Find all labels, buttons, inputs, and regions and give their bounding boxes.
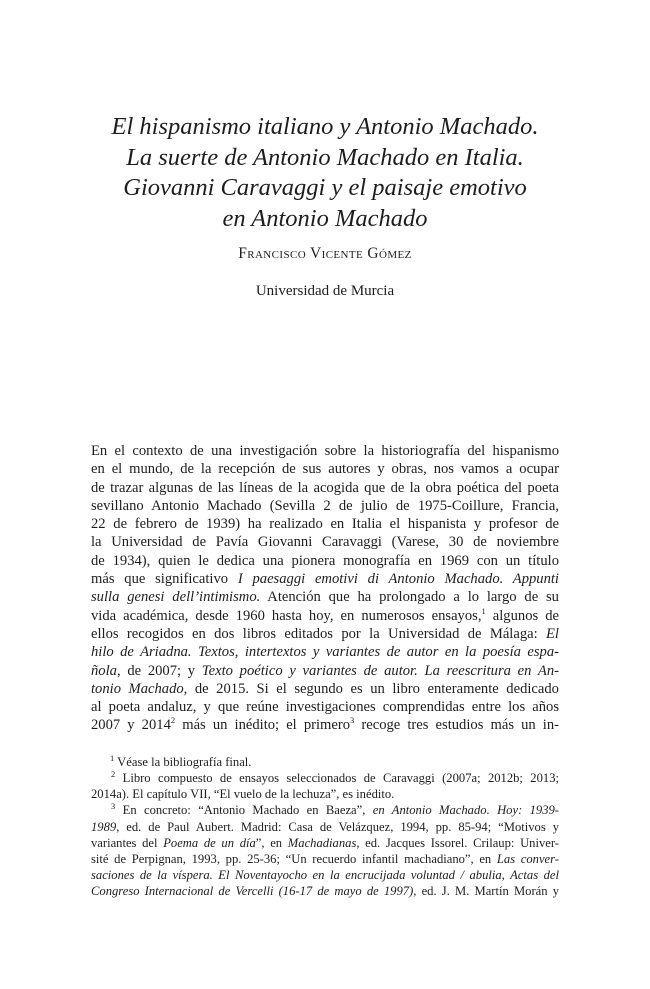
book-title: Poema de un día	[163, 835, 256, 850]
book-title: hilo de Ariadna. Textos, intertextos y variantes de autor en la poesía espa-	[91, 644, 559, 661]
body-line: de trazar algunas de las líneas de la acogida que de la obra poética del poeta	[91, 479, 559, 496]
author-name: Francisco Vicente Gómez	[238, 245, 412, 262]
footnote-line: 1989, ed. de Paul Aubert. Madrid: Casa de Velázquez, 1994, pp. 85-94; “Motivos y	[91, 819, 559, 834]
book-title: tonio Machado	[91, 680, 184, 697]
body-text	[91, 442, 559, 735]
body-line: 2007 y 2014$^2$ más un inédito; el primero$^3$ recoge tres estudios más un in-	[91, 715, 559, 734]
body-line: vida académica, desde 1960 hasta hoy, en numerosos ensayos,$^1$ algunos de	[91, 605, 559, 624]
footnote-line: $^1$ Véase la bibliografía final.	[110, 752, 252, 769]
book-title: saciones de la víspera. El Noventayocho en la encrucijada voluntad / abulia, Actas del	[91, 867, 559, 882]
footnote-number: 2	[111, 768, 116, 779]
body-line: tonio Machado, de 2015. Si el segundo es un libro enteramente dedicado	[91, 680, 559, 697]
body-line: al poeta andaluz, y que reúne investigaciones comprendidas entre los años	[91, 699, 559, 716]
title-line: en Antonio Machado	[222, 204, 428, 232]
book-title: Texto poético y variantes de autor. La reescritura en An-	[201, 662, 559, 679]
chapter-title	[60, 112, 590, 234]
footnote-line: Congreso Internacional de Vercelli (16-17 de mayo de 1997), ed. J. M. Martín Morán y	[91, 884, 559, 899]
footnote-line	[91, 867, 559, 883]
footnote-ref: 1	[481, 605, 486, 616]
footnote-ref: 3	[350, 715, 355, 726]
footnote-ref: 2	[170, 715, 176, 726]
body-line: sevillano Antonio Machado (Sevilla 2 de julio de 1975-Coillure, Francia,	[91, 497, 559, 514]
body-line: más que significativo I paesaggi emotivi di Antonio Machado. Appunti	[91, 571, 559, 588]
footnote-line: $^3$ En concreto: “Antonio Machado en Baeza”, en Antonio Machado. Hoy: 1939-	[111, 801, 560, 818]
footnotes	[91, 754, 559, 899]
book-title: Las conver-	[496, 851, 559, 866]
title-line: La suerte de Antonio Machado en Italia.	[126, 143, 524, 171]
body-line: ellos recogidos en dos libros editados por la Universidad de Málaga: El	[91, 625, 559, 642]
book-title: en Antonio Machado. Hoy: 1939-	[372, 803, 560, 818]
author-affiliation: Universidad de Murcia	[255, 283, 395, 299]
footnote-line: variantes del Poema de un día”, en Machadianas, ed. Jacques Issorel. Crilaup: Univer-	[91, 835, 559, 850]
book-title: 1989	[91, 819, 117, 834]
book-title: ñola	[91, 662, 117, 679]
footnote-line: sité de Perpignan, 1993, pp. 25-36; “Un recuerdo infantil machadiano”, en Las conver-	[91, 851, 559, 866]
footnote-line: 2014a). El capítulo VII, “El vuelo de la lechuza”, es inédito.	[91, 787, 395, 802]
body-line: ñola, de 2007; y Texto poético y variantes de autor. La reescritura en An-	[91, 662, 559, 679]
body-line: de 1934), quien le dedica una pionera monografía en 1969 con un título	[91, 552, 559, 569]
body-line	[91, 643, 559, 661]
title-line: El hispanismo italiano y Antonio Machado.	[111, 113, 539, 140]
book-title: I paesaggi emotivi di Antonio Machado. Appunti	[237, 571, 559, 588]
footnote-number: 1	[110, 752, 115, 763]
body-line: En el contexto de una investigación sobre la historiografía del hispanismo	[91, 443, 559, 459]
body-line: sulla genesi dell’intimismo. Atención que ha prolongado a lo largo de su	[91, 589, 559, 606]
book-title: Congreso Internacional de Vercelli (16-17 de mayo de 1997)	[91, 884, 414, 899]
title-line: Giovanni Caravaggi y el paisaje emotivo	[123, 174, 527, 201]
body-line: la Universidad de Pavía Giovanni Caravaggi (Varese, 30 de noviembre	[91, 534, 559, 551]
book-title: El	[546, 625, 559, 642]
body-line: en el mundo, de la recepción de sus autores y obras, nos vamos a ocupar	[91, 461, 559, 478]
body-line: 22 de febrero de 1939) ha realizado en Italia el hispanista y profesor de	[91, 516, 559, 533]
footnote-line: $^2$ Libro compuesto de ensayos seleccionados de Caravaggi (2007a; 2012b; 2013;	[111, 768, 559, 786]
book-title: sulla genesi dell’intimismo.	[91, 589, 261, 606]
book-title: Machadianas	[287, 835, 357, 850]
footnote-number: 3	[111, 801, 116, 812]
